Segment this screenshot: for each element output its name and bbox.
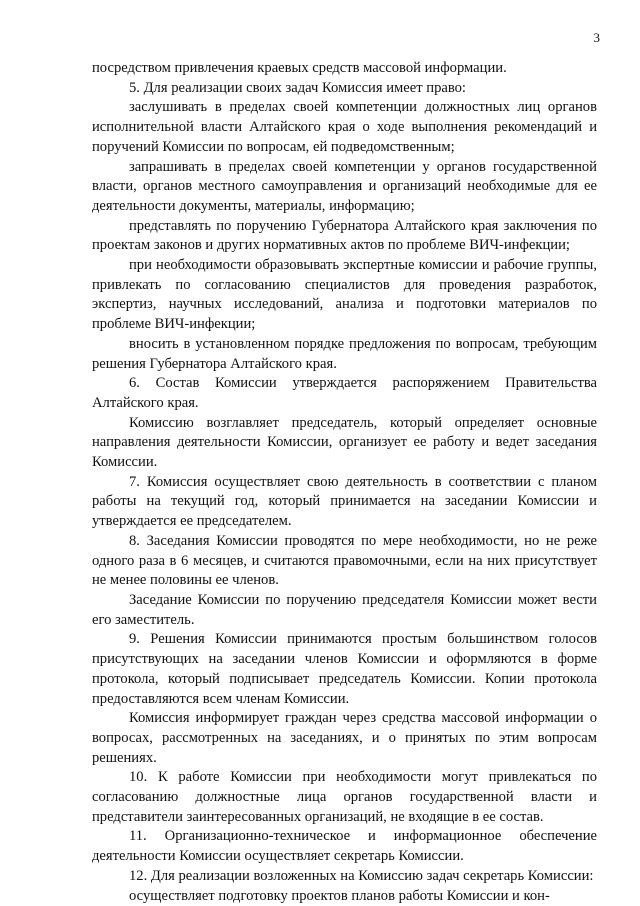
paragraph: Комиссию возглавляет председатель, который определяет основные направления деятельности Комиссии, организует ее работу и ведет заседания Комиссии. bbox=[92, 414, 597, 471]
paragraph: 6. Состав Комиссии утверждается распоряжением Правительства Алтайского края. bbox=[92, 375, 597, 411]
paragraph: 7. Комиссия осуществляет свою деятельность в соответствии с планом работы на текущий год, который принимается на заседании Комиссии и утверждается ее председателем. bbox=[92, 473, 597, 530]
paragraph: заслушивать в пределах своей компетенции должностных лиц органов исполнительной власти Алтайского края о ходе выполнения рекомендаций и поручений Комиссии по вопросам, ей подведомственным; bbox=[92, 99, 597, 155]
paragraph: при необходимости образовывать экспертные комиссии и рабочие группы, привлекать по согласованию специалистов для проведения разработок, экспертиз, научных исследований, анализа и подготовки материалов по проблеме ВИЧ-инфекции; bbox=[92, 257, 597, 333]
paragraph: представлять по поручению Губернатора Алтайского края заключения по проектам законов и других нормативных актов по проблеме ВИЧ-инфекции; bbox=[92, 217, 597, 254]
paragraph: посредством привлечения краевых средств массовой информации. bbox=[92, 60, 507, 76]
document-body bbox=[92, 59, 597, 906]
paragraph: 5. Для реализации своих задач Комиссия имеет право: bbox=[129, 79, 466, 96]
paragraph: Комиссия информирует граждан через средства массовой информации о вопросах, рассмотренных на заседаниях, и о принятых по этим вопросам решениях. bbox=[92, 710, 597, 766]
paragraph: 11. Организационно-техническое и информационное обеспечение деятельности Комиссии осуществляет секретарь Комиссии. bbox=[92, 828, 597, 865]
paragraph: 12. Для реализации возложенных на Комиссию задач секретарь Комиссии: bbox=[129, 867, 594, 884]
paragraph: осуществляет подготовку проектов планов работы Комиссии и кон- bbox=[129, 887, 550, 904]
page-number: 3 bbox=[593, 30, 600, 45]
paragraph: 9. Решения Комиссии принимаются простым большинством голосов присутствующих на заседании членов Комиссии и оформляются в форме протокола, который подписывает председатель Комиссии. Копии протокола предоставляются всем членам Комиссии. bbox=[92, 631, 597, 707]
paragraph: 8. Заседания Комиссии проводятся по мере необходимости, но не реже одного раза в 6 месяцев, и считаются правомочными, если на них присутствует не менее половины ее членов. bbox=[92, 532, 597, 589]
paragraph: Заседание Комиссии по поручению председателя Комиссии может вести его заместитель. bbox=[92, 591, 597, 628]
paragraph: запрашивать в пределах своей компетенции у органов государственной власти, органов местного самоуправления и организаций необходимые для ее деятельности документы, материалы, информацию; bbox=[92, 158, 597, 214]
paragraph: 10. К работе Комиссии при необходимости могут привлекаться по согласованию должностные лица органов государственной власти и представители заинтересованных организаций, не входящие в ее состав. bbox=[92, 769, 597, 825]
paragraph: вносить в установленном порядке предложения по вопросам, требующим решения Губернатора Алтайского края. bbox=[92, 335, 597, 372]
